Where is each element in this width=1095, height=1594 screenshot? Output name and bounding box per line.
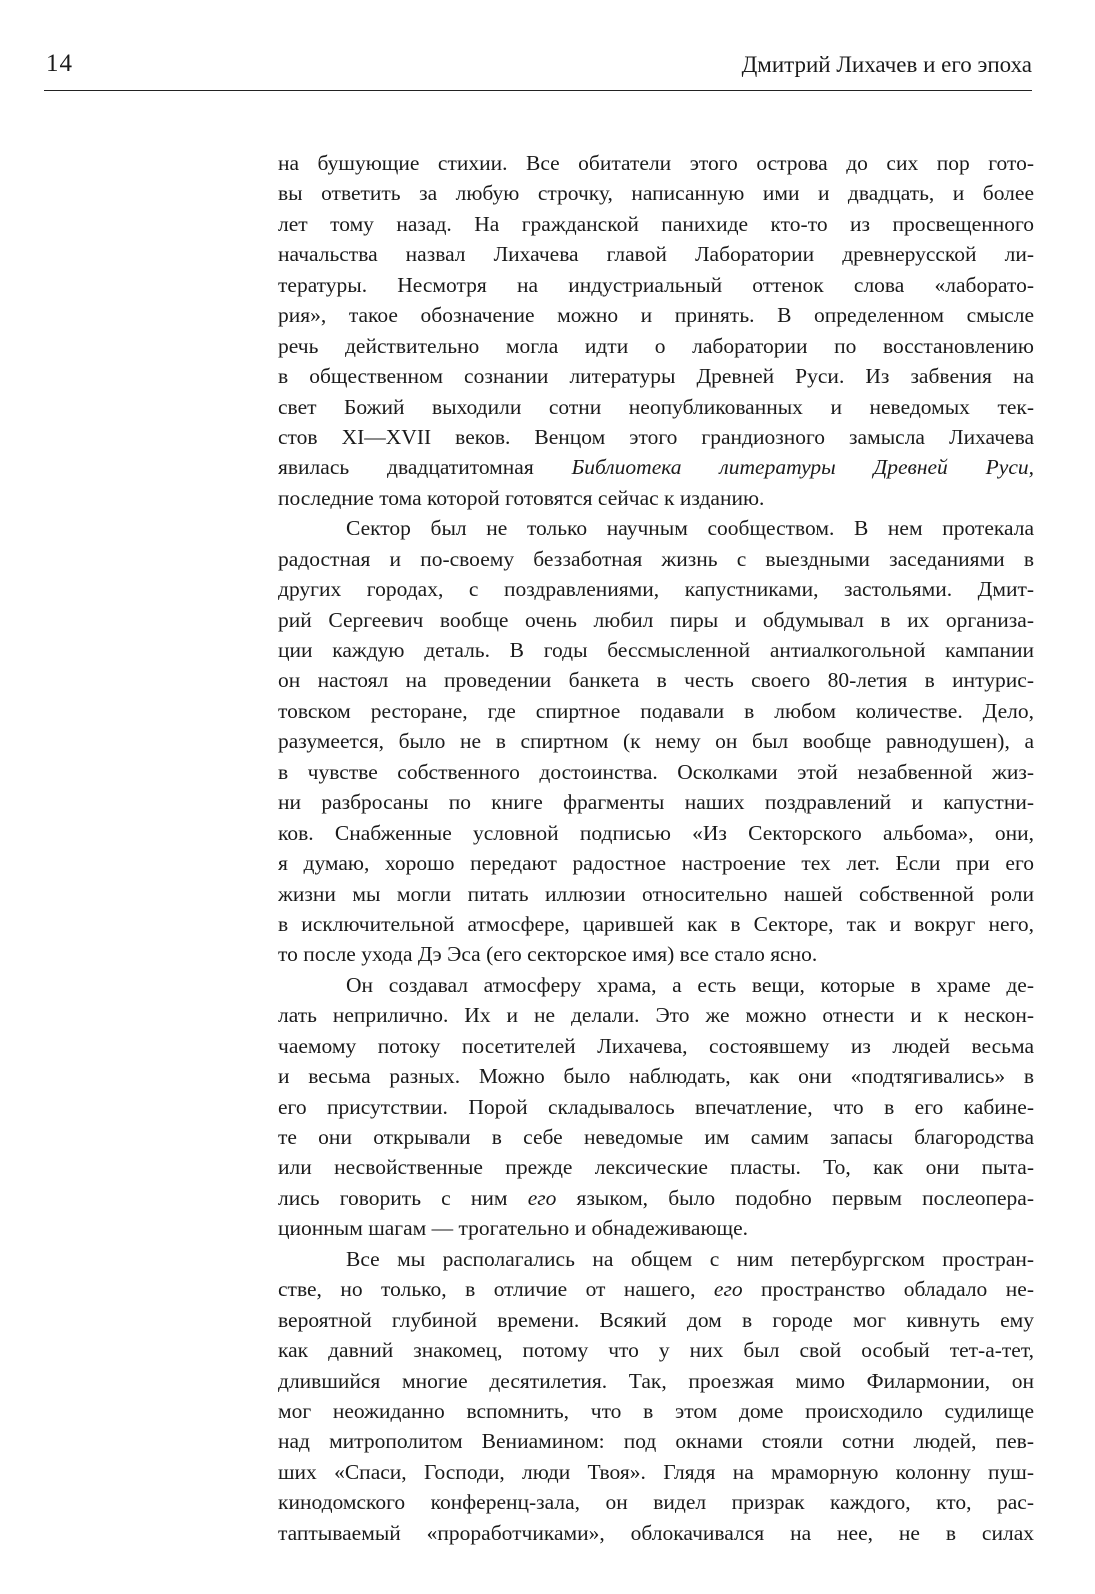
text-line [278, 452, 1034, 482]
text-segment: я думаю, хорошо передают радостное настроение тех лет. Если при его [278, 851, 1034, 876]
text-segment: вы ответить за любую строчку, написанную ими и двадцать, и более [278, 181, 1034, 206]
text-segment: то после ухода Дэ Эса (его секторское имя) все стало ясно. [278, 942, 818, 967]
page-header [44, 44, 1032, 91]
text-line [278, 939, 1034, 969]
text-line [278, 331, 1034, 361]
text-line [278, 635, 1034, 665]
text-segment: мог неожиданно вспомнить, что в этом доме происходило судилище [278, 1398, 1034, 1423]
paragraph-first-line [278, 1244, 1034, 1274]
text-line [278, 757, 1034, 787]
text-line [278, 148, 1034, 178]
text-line [278, 1213, 1034, 1243]
text-segment: ции каждую деталь. В годы бессмысленной антиалкогольной кампании [278, 638, 1034, 662]
text-line [278, 879, 1034, 909]
text-segment: вероятной глубиной времени. Всякий дом в городе мог кивнуть ему [278, 1307, 1034, 1332]
text-segment: свет Божий выходили сотни неопубликованных и неведомых тек- [278, 394, 1034, 419]
text-segment: последние тома которой готовятся сейчас к изданию. [278, 485, 765, 510]
text-line [278, 1396, 1034, 1426]
text-line [278, 1457, 1034, 1487]
text-segment: лись говорить с ним [278, 1185, 528, 1210]
text-segment: стве, но только, в отличие от нашего, [278, 1277, 714, 1302]
text-line [278, 300, 1034, 330]
text-segment: и весьма разных. Можно было наблюдать, как они «подтягивались» в [278, 1064, 1034, 1089]
text-segment: лет тому назад. На гражданской панихиде кто-то из просвещенного [278, 211, 1034, 236]
text-line [278, 787, 1034, 817]
text-segment: ционным шагам — трогательно и обнадеживающе. [278, 1216, 748, 1241]
text-line [278, 1092, 1034, 1122]
text-line [278, 361, 1034, 391]
text-line [278, 574, 1034, 604]
text-segment: тературы. Несмотря на индустриальный оттенок слова «лаборато- [278, 272, 1034, 297]
text-line [278, 696, 1034, 726]
text-segment: ков. Снабженные условной подписью «Из Секторского альбома», они, [278, 820, 1034, 845]
italic-text: его [713, 1277, 743, 1302]
text-line [278, 1152, 1034, 1182]
text-segment: его присутствии. Порой складывалось впечатление, что в его кабине- [278, 1094, 1034, 1119]
text-segment: на бушующие стихии. Все обитатели этого острова до сих пор гото- [278, 151, 1034, 175]
paragraph-first-line [278, 970, 1034, 1000]
text-segment: жизни мы могли питать иллюзии относительно нашей собственной роли [278, 881, 1034, 906]
text-line [278, 392, 1034, 422]
text-segment: Все мы располагались на общем с ним петербургском простран- [346, 1246, 1034, 1271]
text-line [278, 665, 1034, 695]
text-line [278, 848, 1034, 878]
text-segment: рий Сергеевич вообще очень любил пиры и обдумывал в их организа- [278, 607, 1034, 632]
page-number: 14 [46, 50, 73, 77]
text-segment: радостная и по-своему беззаботная жизнь с выездными заседаниями в [278, 546, 1034, 571]
text-line [278, 1487, 1034, 1517]
text-line [278, 1000, 1034, 1030]
text-segment: других городах, с поздравлениями, капустниками, застольями. Дмит- [278, 577, 1034, 602]
text-segment: кинодомского конференц-зала, он видел призрак каждого, кто, рас- [278, 1490, 1034, 1515]
text-line [278, 544, 1034, 574]
text-line [278, 1031, 1034, 1061]
text-line [278, 483, 1034, 513]
body-text [278, 148, 1034, 1548]
text-segment: ших «Спаси, Господи, люди Твоя». Глядя на мраморную колонну пуш- [278, 1459, 1034, 1484]
text-segment: стов XI—XVII веков. Венцом этого грандиозного замысла Лихачева [278, 424, 1034, 449]
text-line [278, 209, 1034, 239]
text-segment: длившийся многие десятилетия. Так, проезжая мимо Филармонии, он [278, 1368, 1034, 1393]
text-segment: товском ресторане, где спиртное подавали в любом количестве. Дело, [278, 698, 1034, 723]
text-line [278, 605, 1034, 635]
text-segment: в чувстве собственного достоинства. Осколками этой незабвенной жиз- [278, 759, 1034, 784]
text-segment: пространство обладало не- [742, 1277, 1034, 1302]
text-line [278, 1366, 1034, 1396]
text-line [278, 1274, 1034, 1304]
text-segment: или несвойственные прежде лексические пласты. То, как они пыта- [278, 1155, 1034, 1180]
running-title: Дмитрий Лихачев и его эпоха [741, 52, 1032, 77]
text-line [278, 818, 1034, 848]
text-line [278, 1061, 1034, 1091]
text-line [278, 1335, 1034, 1365]
text-segment: лать неприлично. Их и не делали. Это же можно отнести и к нескон- [278, 1003, 1034, 1028]
text-line [278, 270, 1034, 300]
text-segment: в исключительной атмосфере, царившей как в Секторе, так и вокруг него, [278, 911, 1034, 936]
text-segment: те они открывали в себе неведомые им самим запасы благородства [278, 1125, 1034, 1149]
text-segment: речь действительно могла идти о лаборатории по восстановлению [278, 333, 1034, 358]
text-line [278, 239, 1034, 269]
text-segment: явилась двадцатитомная [278, 455, 572, 480]
paragraph-first-line [278, 513, 1034, 543]
text-segment: разумеется, было не в спиртном (к нему он был вообще равнодушен), а [278, 729, 1034, 754]
italic-text: его [527, 1185, 557, 1210]
text-line [278, 1183, 1034, 1213]
text-segment: чаемому потоку посетителей Лихачева, состоявшему из людей весьма [278, 1033, 1034, 1058]
text-line [278, 1305, 1034, 1335]
text-segment: над митрополитом Вениамином: под окнами стояли сотни людей, пев- [278, 1429, 1034, 1454]
text-line [278, 909, 1034, 939]
text-segment: ни разбросаны по книге фрагменты наших поздравлений и капустни- [278, 790, 1034, 815]
text-line [278, 1426, 1034, 1456]
text-segment: начальства назвал Лихачева главой Лаборатории древнерусской ли- [278, 242, 1034, 267]
text-segment: рия», такое обозначение можно и принять. В определенном смысле [278, 303, 1034, 328]
text-line [278, 422, 1034, 452]
text-line [278, 1518, 1034, 1548]
text-segment: как давний знакомец, потому что у них был свой особый тет-а-тет, [278, 1338, 1034, 1363]
text-line [278, 726, 1034, 756]
text-segment: в общественном сознании литературы Древней Руси. Из забвения на [278, 364, 1034, 389]
text-segment: Сектор был не только научным сообществом. В нем протекала [346, 516, 1034, 541]
text-segment: языком, было подобно первым послеопера- [556, 1185, 1034, 1210]
text-segment: таптываемый «проработчиками», облокачивался на нее, не в силах [278, 1520, 1034, 1545]
text-line [278, 1122, 1034, 1152]
italic-text: Библиотека литературы Древней Руси, [571, 455, 1034, 480]
text-segment: он настоял на проведении банкета в честь своего 80-летия в интурис- [278, 668, 1034, 693]
text-line [278, 178, 1034, 208]
text-segment: Он создавал атмосферу храма, а есть вещи, которые в храме де- [346, 972, 1034, 997]
